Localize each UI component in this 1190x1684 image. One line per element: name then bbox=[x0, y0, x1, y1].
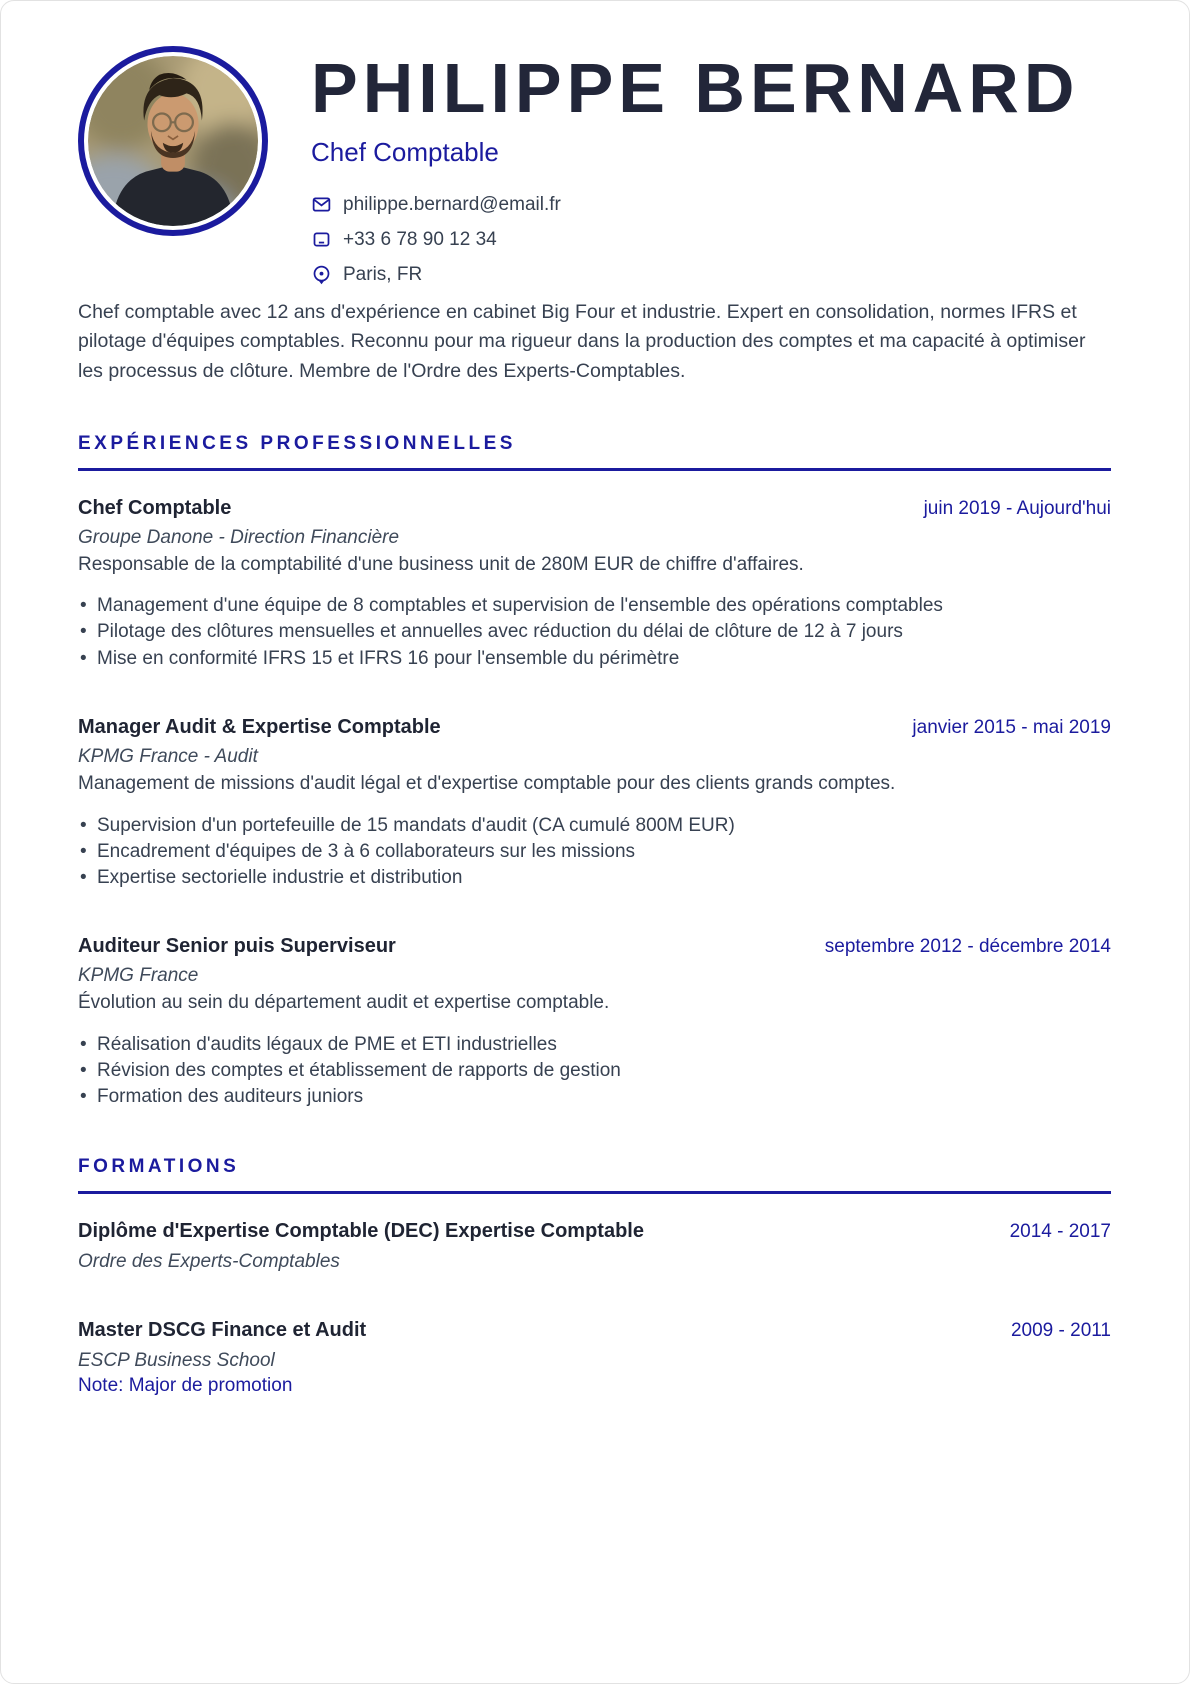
map-pin-icon bbox=[311, 264, 332, 285]
education-title: Diplôme d'Expertise Comptable (DEC) Expertise Comptable bbox=[78, 1220, 644, 1243]
person-name: PHILIPPE BERNARD bbox=[311, 49, 1080, 127]
section-heading-education: FORMATIONS bbox=[78, 1156, 1111, 1194]
job-bullet: • Mise en conformité IFRS 15 et IFRS 16 pour l'ensemble du périmètre bbox=[78, 646, 1111, 672]
job-title: Auditeur Senior puis Superviseur bbox=[78, 935, 396, 958]
job-bullets bbox=[78, 1032, 1111, 1111]
job-description: Évolution au sein du département audit et expertise comptable. bbox=[78, 992, 610, 1014]
job-bullet: • Expertise sectorielle industrie et distribution bbox=[78, 865, 1111, 891]
person-job-title: Chef Comptable bbox=[311, 136, 499, 167]
job-company: KPMG France bbox=[78, 965, 199, 987]
experience-item bbox=[78, 497, 1111, 672]
job-title: Chef Comptable bbox=[78, 496, 232, 519]
education-section bbox=[78, 1194, 1111, 1397]
job-title: Manager Audit & Expertise Comptable bbox=[78, 715, 441, 738]
job-company: Groupe Danone - Direction Financière bbox=[78, 526, 400, 548]
job-bullet: • Management d'une équipe de 8 comptables et supervision de l'ensemble des opérations comptables bbox=[78, 593, 1111, 619]
job-bullet: • Révision des comptes et établissement de rapports de gestion bbox=[78, 1058, 1111, 1084]
experience-item bbox=[78, 716, 1111, 891]
job-bullet: • Formation des auditeurs juniors bbox=[78, 1084, 1111, 1110]
education-title: Master DSCG Finance et Audit bbox=[78, 1319, 367, 1342]
education-dates: 2014 - 2017 bbox=[1009, 1221, 1111, 1243]
education-school: Ordre des Experts-Comptables bbox=[78, 1251, 340, 1273]
job-head bbox=[78, 716, 1111, 739]
education-school: ESCP Business School bbox=[78, 1350, 275, 1372]
education-item bbox=[78, 1319, 1111, 1397]
job-dates: juin 2019 - Aujourd'hui bbox=[923, 497, 1111, 519]
job-bullet: • Supervision d'un portefeuille de 15 mandats d'audit (CA cumulé 800M EUR) bbox=[78, 813, 1111, 839]
envelope-icon bbox=[311, 194, 332, 215]
contact-phone bbox=[311, 229, 1111, 251]
job-bullet: • Réalisation d'audits légaux de PME et ETI industrielles bbox=[78, 1032, 1111, 1058]
contact-location-text: Paris, FR bbox=[343, 263, 423, 285]
section-heading-experience: EXPÉRIENCES PROFESSIONNELLES bbox=[78, 433, 1111, 471]
job-bullets bbox=[78, 593, 1111, 672]
job-dates: janvier 2015 - mai 2019 bbox=[912, 716, 1111, 738]
experience-section bbox=[78, 471, 1111, 1111]
profile-photo-illustration bbox=[88, 56, 258, 226]
education-head bbox=[78, 1220, 1111, 1243]
phone-icon bbox=[311, 229, 332, 250]
education-item bbox=[78, 1220, 1111, 1273]
education-head bbox=[78, 1319, 1111, 1342]
profile-photo bbox=[78, 46, 268, 236]
contact-location bbox=[311, 264, 1111, 286]
job-description: Responsable de la comptabilité d'une business unit de 280M EUR de chiffre d'affaires. bbox=[78, 553, 804, 575]
job-bullets bbox=[78, 813, 1111, 892]
education-dates: 2009 - 2011 bbox=[1010, 1320, 1111, 1342]
job-head bbox=[78, 497, 1111, 520]
job-head bbox=[78, 935, 1111, 958]
job-dates: septembre 2012 - décembre 2014 bbox=[824, 936, 1111, 958]
job-bullet: • Pilotage des clôtures mensuelles et annuelles avec réduction du délai de clôture de 12 à 7 jours bbox=[78, 619, 1111, 645]
header-info bbox=[311, 46, 1111, 286]
contact-email bbox=[311, 194, 1111, 216]
education-note: Note: Major de promotion bbox=[78, 1375, 293, 1397]
resume-header bbox=[78, 46, 1111, 286]
job-bullet: • Encadrement d'équipes de 3 à 6 collaborateurs sur les missions bbox=[78, 839, 1111, 865]
job-company: KPMG France - Audit bbox=[78, 745, 258, 767]
contact-list bbox=[311, 194, 1111, 286]
experience-item bbox=[78, 935, 1111, 1110]
profile-summary: Chef comptable avec 12 ans d'expérience en cabinet Big Four et industrie. Expert en consolidation, normes IFRS et pilotage d'équipes comptables. Reconnu pour ma rigueur dans la production des comptes et ma capacité à optimiser les processus de clôture. Membre de l'Ordre des Experts-Comptables. bbox=[78, 300, 1086, 383]
job-description: Management de missions d'audit légal et d'expertise comptable pour des clients grands comptes. bbox=[78, 772, 896, 794]
contact-email-text: philippe.bernard@email.fr bbox=[343, 193, 561, 215]
contact-phone-text: +33 6 78 90 12 34 bbox=[343, 228, 497, 250]
